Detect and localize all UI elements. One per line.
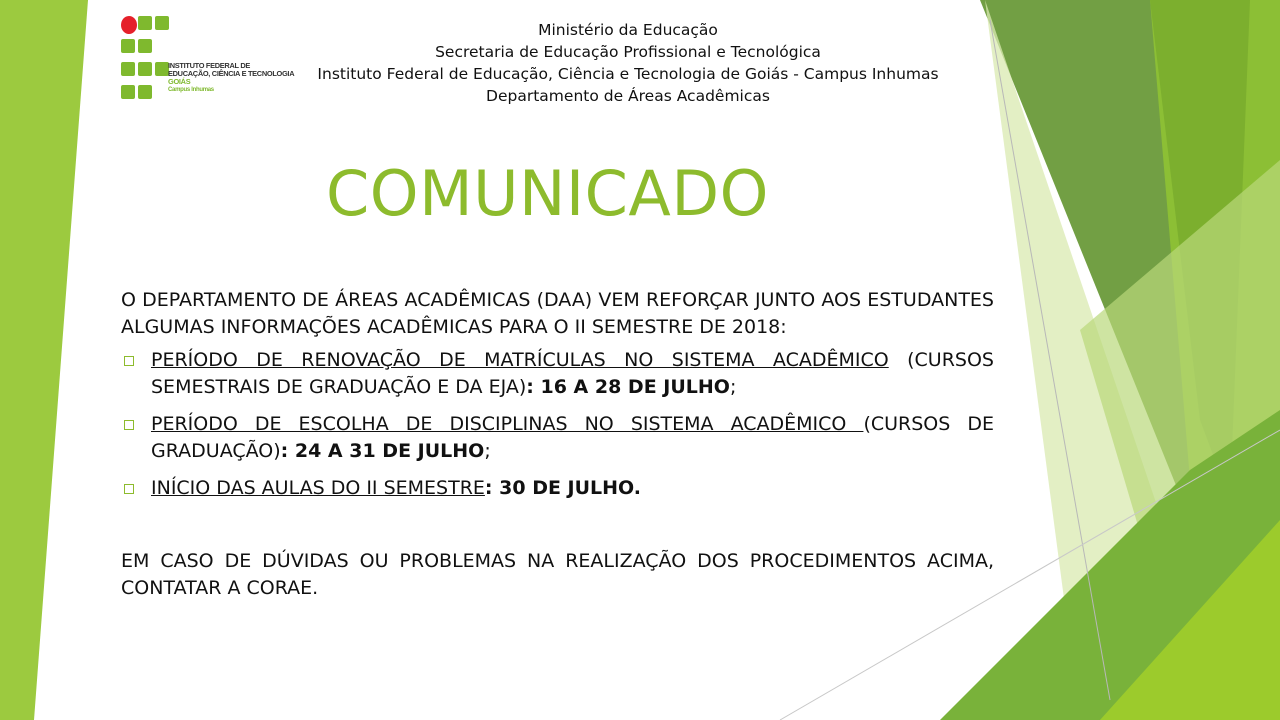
item-date: : 30 DE JULHO. — [484, 477, 642, 499]
item-date: : 16 A 28 DE JULHO — [526, 376, 730, 398]
info-list — [121, 347, 994, 502]
page-title: COMUNICADO — [326, 157, 769, 230]
logo-line: GOIÁS — [168, 77, 191, 86]
header-institute: Instituto Federal de Educação, Ciência e Tecnologia de Goiás - Campus Inhumas — [317, 65, 939, 83]
list-item — [121, 347, 994, 401]
left-green-panel — [0, 0, 88, 720]
item-end: ; — [484, 440, 491, 462]
header-department: Departamento de Áreas Acadêmicas — [486, 87, 770, 105]
document-header — [290, 19, 966, 107]
intro-paragraph: O DEPARTAMENTO DE ÁREAS ACADÊMICAS (DAA) VEM REFORÇAR JUNTO AOS ESTUDANTES ALGUMAS INFORMAÇÕES ACADÊMICAS PARA O II SEMESTRE DE 2018: — [121, 289, 994, 338]
square-bullet-icon — [124, 420, 134, 430]
list-item — [121, 475, 994, 502]
logo-line: EDUCAÇÃO, CIÊNCIA E TECNOLOGIA — [168, 69, 295, 78]
item-end: ; — [729, 376, 737, 398]
institution-logo — [121, 16, 295, 111]
logo-text — [168, 62, 294, 94]
item-underlined-text: PERÍODO DE RENOVAÇÃO DE MATRÍCULAS NO SISTEMA ACADÊMICO — [151, 349, 889, 371]
item-text: (CURSOS DE GRADUAÇÃO) — [151, 413, 994, 462]
logo-line: INSTITUTO FEDERAL DE — [168, 61, 251, 70]
logo-line: Campus Inhumas — [168, 87, 214, 93]
closing-paragraph: EM CASO DE DÚVIDAS OU PROBLEMAS NA REALIZAÇÃO DOS PROCEDIMENTOS ACIMA, CONTATAR A CORAE. — [121, 550, 994, 599]
announcement-body — [121, 287, 994, 602]
item-date: : 24 A 31 DE JULHO — [280, 440, 485, 462]
item-text: (CURSOS SEMESTRAIS DE GRADUAÇÃO E DA EJA) — [151, 349, 994, 398]
header-ministry: Ministério da Educação — [538, 21, 718, 39]
square-bullet-icon — [124, 484, 134, 494]
logo-mark-icon — [121, 16, 169, 108]
logo-red-dot — [121, 16, 137, 34]
item-underlined-text: PERÍODO DE ESCOLHA DE DISCIPLINAS NO SISTEMA ACADÊMICO — [151, 413, 864, 435]
list-item — [121, 411, 994, 465]
header-secretariat: Secretaria de Educação Profissional e Tecnológica — [435, 43, 821, 61]
square-bullet-icon — [124, 356, 134, 366]
item-underlined-text: INÍCIO DAS AULAS DO II SEMESTRE — [151, 477, 485, 499]
